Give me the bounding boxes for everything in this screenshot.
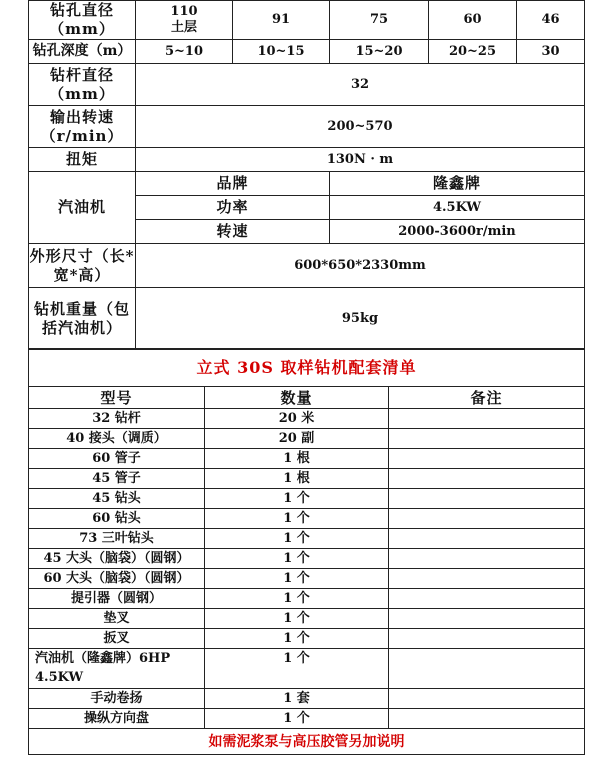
kit-model: 45 钻头 — [29, 489, 205, 509]
hole-depth-label: 钻孔深度（m） — [29, 40, 136, 64]
engine-power-key: 功率 — [136, 196, 330, 220]
torque-row — [29, 148, 585, 172]
hole-diameter-value: 46 — [517, 1, 585, 40]
hole-diameter-row — [29, 1, 585, 40]
kit-row — [29, 409, 585, 429]
kit-row — [29, 469, 585, 489]
output-speed-label: 输出转速（r/min） — [29, 106, 136, 148]
kit-header-note: 备注 — [389, 387, 585, 409]
weight-row — [29, 288, 585, 350]
kit-qty: 1 个 — [205, 549, 389, 569]
hole-diameter-value: 91 — [233, 1, 330, 40]
hole-diameter-value: 75 — [330, 1, 429, 40]
weight-value: 95kg — [136, 288, 585, 350]
kit-header-row — [29, 387, 585, 409]
kit-qty: 1 根 — [205, 449, 389, 469]
kit-note — [389, 409, 585, 429]
rod-diameter-row — [29, 64, 585, 106]
kit-note — [389, 449, 585, 469]
kit-qty: 1 个 — [205, 489, 389, 509]
kit-note — [389, 709, 585, 729]
kit-row — [29, 429, 585, 449]
kit-qty: 1 个 — [205, 509, 389, 529]
kit-note — [389, 469, 585, 489]
kit-model: 32 钻杆 — [29, 409, 205, 429]
kit-table — [28, 348, 585, 755]
kit-row — [29, 689, 585, 709]
kit-model: 60 大头（脑袋）（圆钢） — [29, 569, 205, 589]
kit-row — [29, 629, 585, 649]
kit-qty: 1 个 — [205, 529, 389, 549]
kit-note — [389, 509, 585, 529]
kit-qty: 1 个 — [205, 629, 389, 649]
hole-depth-row — [29, 40, 585, 64]
dimensions-value: 600*650*2330mm — [136, 244, 585, 288]
hole-depth-value: 5~10 — [136, 40, 233, 64]
kit-model: 60 钻头 — [29, 509, 205, 529]
kit-row — [29, 509, 585, 529]
kit-qty: 1 个 — [205, 569, 389, 589]
hole-depth-value: 15~20 — [330, 40, 429, 64]
engine-brand-value: 隆鑫牌 — [330, 172, 585, 196]
kit-model: 扳叉 — [29, 629, 205, 649]
engine-speed-key: 转速 — [136, 220, 330, 244]
output-speed-value: 200~570 — [136, 106, 585, 148]
hole-diameter-value: 60 — [429, 1, 517, 40]
torque-value: 130N · m — [136, 148, 585, 172]
dimensions-label: 外形尺寸（长*宽*高） — [29, 244, 136, 288]
kit-note — [389, 569, 585, 589]
kit-note — [389, 689, 585, 709]
kit-model: 垫叉 — [29, 609, 205, 629]
kit-row — [29, 709, 585, 729]
kit-model: 提引器（圆钢） — [29, 589, 205, 609]
kit-row — [29, 549, 585, 569]
hole-depth-value: 20~25 — [429, 40, 517, 64]
kit-qty: 1 个 — [205, 589, 389, 609]
kit-row — [29, 529, 585, 549]
kit-model: 汽油机（隆鑫牌）6HP 4.5KW — [29, 649, 205, 689]
engine-power-value: 4.5KW — [330, 196, 585, 220]
kit-model: 45 管子 — [29, 469, 205, 489]
kit-row — [29, 609, 585, 629]
kit-note — [389, 649, 585, 689]
kit-row — [29, 489, 585, 509]
engine-label: 汽油机 — [29, 172, 136, 244]
kit-row — [29, 569, 585, 589]
kit-header-model: 型号 — [29, 387, 205, 409]
kit-model: 手动卷扬 — [29, 689, 205, 709]
engine-speed-value: 2000-3600r/min — [330, 220, 585, 244]
kit-row — [29, 589, 585, 609]
kit-row — [29, 449, 585, 469]
kit-qty: 1 套 — [205, 689, 389, 709]
kit-header-qty: 数量 — [205, 387, 389, 409]
rod-diameter-value: 32 — [136, 64, 585, 106]
kit-note — [389, 609, 585, 629]
kit-note — [389, 529, 585, 549]
kit-title-row — [29, 349, 585, 387]
hole-depth-value: 10~15 — [233, 40, 330, 64]
hole-diameter-value: 110 土层 — [136, 1, 233, 40]
hole-depth-value: 30 — [517, 40, 585, 64]
kit-row — [29, 649, 585, 689]
torque-label: 扭矩 — [29, 148, 136, 172]
dimensions-row — [29, 244, 585, 288]
rod-diameter-label: 钻杆直径（mm） — [29, 64, 136, 106]
kit-qty: 1 个 — [205, 649, 389, 689]
kit-qty: 20 米 — [205, 409, 389, 429]
kit-qty: 1 个 — [205, 709, 389, 729]
kit-footer-note: 如需泥浆泵与高压胶管另加说明 — [29, 729, 585, 755]
kit-model: 40 接头（调质） — [29, 429, 205, 449]
hole-diameter-label: 钻孔直径（mm） — [29, 1, 136, 40]
kit-note — [389, 429, 585, 449]
kit-note — [389, 549, 585, 569]
kit-model: 45 大头（脑袋）（圆钢） — [29, 549, 205, 569]
kit-model: 73 三叶钻头 — [29, 529, 205, 549]
kit-model: 操纵方向盘 — [29, 709, 205, 729]
kit-qty: 1 个 — [205, 609, 389, 629]
kit-model: 60 管子 — [29, 449, 205, 469]
kit-footer-row — [29, 729, 585, 755]
kit-note — [389, 629, 585, 649]
weight-label: 钻机重量（包括汽油机） — [29, 288, 136, 350]
kit-title: 立式 30S 取样钻机配套清单 — [29, 349, 585, 387]
spec-table — [28, 0, 585, 350]
kit-note — [389, 589, 585, 609]
engine-brand-row — [29, 172, 585, 196]
kit-note — [389, 489, 585, 509]
engine-brand-key: 品牌 — [136, 172, 330, 196]
output-speed-row — [29, 106, 585, 148]
spec-sheet — [28, 0, 584, 760]
kit-qty: 20 副 — [205, 429, 389, 449]
kit-qty: 1 根 — [205, 469, 389, 489]
